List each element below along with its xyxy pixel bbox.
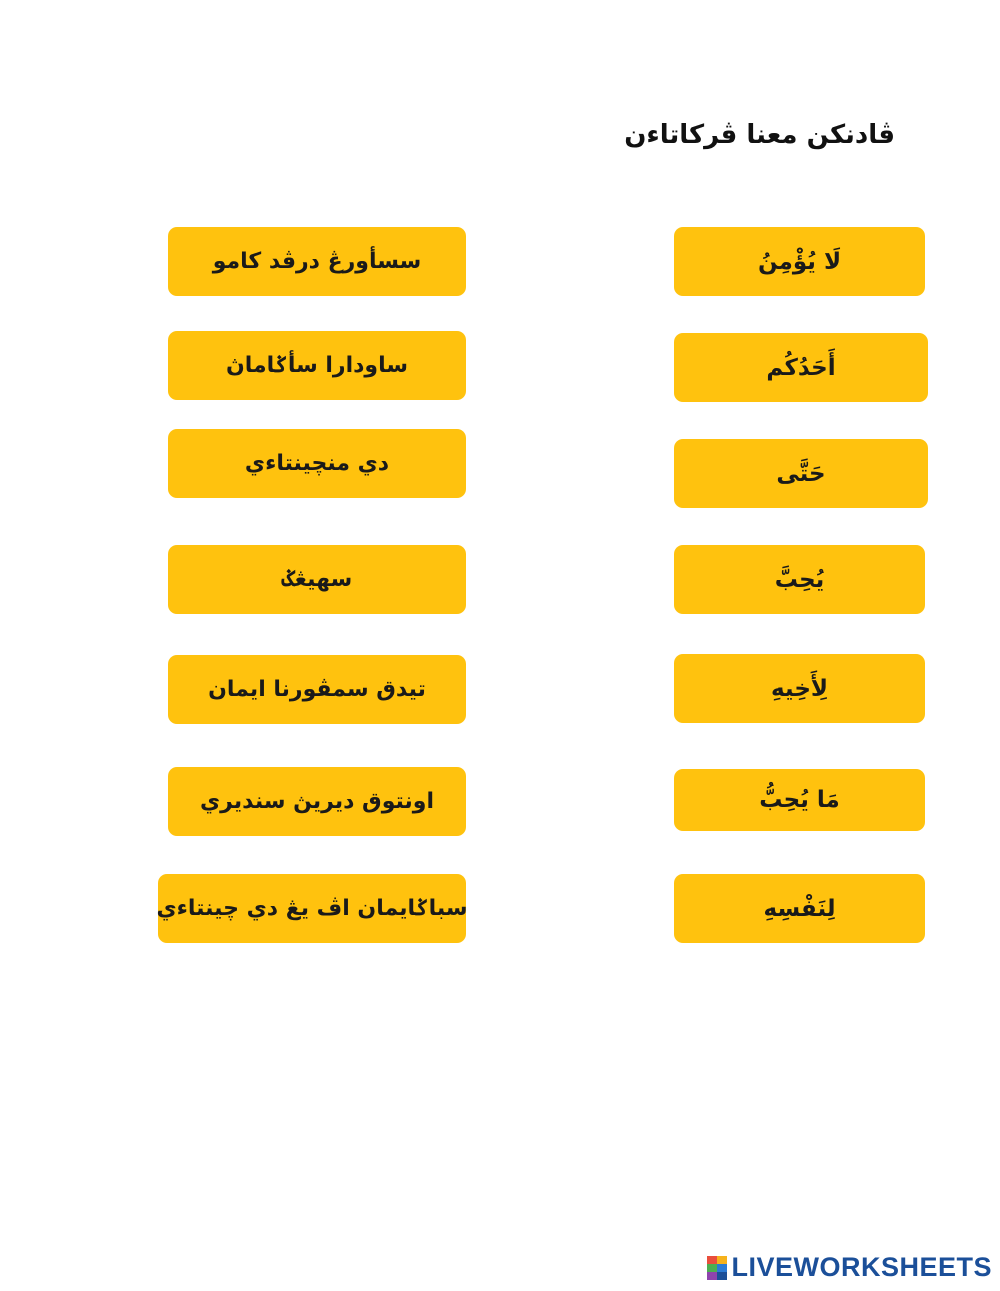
word-option-1[interactable]	[674, 227, 925, 296]
logo-text: LIVEWORKSHEETS	[731, 1252, 992, 1282]
meaning-option-7[interactable]	[158, 874, 466, 943]
liveworksheets-logo[interactable]	[707, 1252, 992, 1283]
meaning-option-3[interactable]	[168, 429, 466, 498]
meaning-label: سباݢايمان اڤ يڠ دي چينتاءي	[156, 896, 468, 921]
meaning-option-4[interactable]	[168, 545, 466, 614]
word-option-5[interactable]	[674, 654, 925, 723]
meaning-option-6[interactable]	[168, 767, 466, 836]
meaning-label: سسأورڠ درڤد كامو	[212, 249, 422, 274]
meaning-label: تيدق سمڤورنا ايمان	[208, 677, 426, 702]
word-label: لَا يُؤْمِنُ	[757, 248, 842, 275]
meaning-label: اونتوق ديريڽ سنديري	[200, 789, 434, 814]
meaning-option-1[interactable]	[168, 227, 466, 296]
page-title: ڤادنكن معنا ڤركاتاءن	[624, 120, 895, 150]
word-option-2[interactable]	[674, 333, 928, 402]
meaning-label: دي منچينتاءي	[244, 451, 390, 476]
word-option-6[interactable]	[674, 769, 925, 831]
word-label: لِنَفْسِهِ	[763, 895, 836, 922]
word-option-4[interactable]	[674, 545, 925, 614]
word-label: مَا يُحِبُّ	[759, 787, 840, 813]
meaning-option-5[interactable]	[168, 655, 466, 724]
meaning-label: سهيڠݢ	[281, 567, 353, 592]
word-label: حَتَّى	[776, 460, 826, 487]
logo-mark-icon	[707, 1256, 727, 1280]
word-label: يُحِبَّ	[774, 566, 825, 593]
word-option-7[interactable]	[674, 874, 925, 943]
word-label: أَحَدُكُم	[766, 354, 836, 381]
word-option-3[interactable]	[674, 439, 928, 508]
word-label: لِأَخِيهِ	[770, 675, 829, 702]
meaning-option-2[interactable]	[168, 331, 466, 400]
meaning-label: ساودارا سأݢاماڽ	[226, 353, 408, 378]
